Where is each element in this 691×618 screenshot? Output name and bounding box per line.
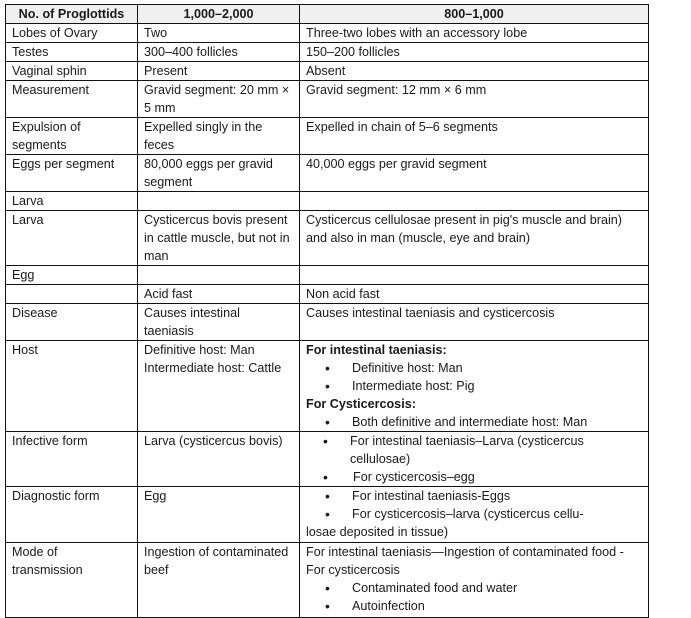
row-label: Disease — [6, 304, 138, 341]
bullet-item: • For intestinal taeniasis–Larva (cysticercus cellulosae) — [350, 432, 642, 468]
row-label: Lobes of Ovary — [6, 24, 138, 43]
table-row — [6, 285, 649, 304]
row-label: Diagnostic form — [6, 487, 138, 543]
cell: Cysticercus bovis present in cattle muscle, but not in man — [138, 211, 300, 266]
cell: Acid fast — [138, 285, 300, 304]
row-label: Measurement — [6, 81, 138, 118]
section-label: Larva — [6, 192, 138, 211]
table-row — [6, 432, 649, 487]
cell: 300–400 follicles — [138, 43, 300, 62]
cell: 80,000 eggs per gravid segment — [138, 155, 300, 192]
cell: Larva (cysticercus bovis) — [138, 432, 300, 487]
cell: 150–200 follicles — [300, 43, 649, 62]
table-row — [6, 155, 649, 192]
row-label: Expulsion of segments — [6, 118, 138, 155]
cell: Ingestion of contaminated beef — [138, 543, 300, 618]
header-proglottids: No. of Proglottids — [6, 5, 138, 24]
subheading: For intestinal taeniasis: — [306, 343, 447, 357]
cell-line: losae deposited in tissue) — [306, 525, 449, 539]
cell: Gravid segment: 20 mm × 5 mm — [138, 81, 300, 118]
table-row — [6, 62, 649, 81]
section-label: Egg — [6, 266, 138, 285]
table-row — [6, 487, 649, 543]
row-label — [6, 285, 138, 304]
cell-text: For intestinal taeniasis—Ingestion of contaminated food - For cysticercosis — [306, 545, 624, 577]
cell: Expelled in chain of 5–6 segments — [300, 118, 649, 155]
cell: 40,000 eggs per gravid segment — [300, 155, 649, 192]
row-label: Host — [6, 341, 138, 432]
bullet-list — [306, 579, 642, 615]
cell-line: Intermediate host: Cattle — [144, 361, 282, 375]
cell — [300, 432, 649, 487]
cell: Cysticercus cellulosae present in pig's muscle and brain) and also in man (muscle, eye and brain) — [300, 211, 649, 266]
table-row — [6, 304, 649, 341]
bullet-item: • Autoinfection — [352, 597, 642, 615]
row-label: Eggs per segment — [6, 155, 138, 192]
bullet-item: • For cysticercosis–egg — [350, 468, 642, 486]
bullet-list — [306, 432, 642, 486]
table-row — [6, 24, 649, 43]
cell — [300, 341, 649, 432]
subheading: For Cysticercosis: — [306, 397, 416, 411]
table-row — [6, 211, 649, 266]
table-row — [6, 81, 649, 118]
row-label: Testes — [6, 43, 138, 62]
cell: Causes intestinal taeniasis — [138, 304, 300, 341]
section-row-larva — [6, 192, 649, 211]
comparison-table — [5, 4, 649, 618]
row-label: Vaginal sphin — [6, 62, 138, 81]
cell: Two — [138, 24, 300, 43]
table-row — [6, 543, 649, 618]
header-taenia-solium-count: 800–1,000 — [300, 5, 649, 24]
cell — [300, 192, 649, 211]
cell — [138, 266, 300, 285]
row-label: Infective form — [6, 432, 138, 487]
cell: Three-two lobes with an accessory lobe — [300, 24, 649, 43]
cell-line: Definitive host: Man — [144, 343, 255, 357]
cell: Absent — [300, 62, 649, 81]
cell: Gravid segment: 12 mm × 6 mm — [300, 81, 649, 118]
row-label: Larva — [6, 211, 138, 266]
cell: Causes intestinal taeniasis and cysticercosis — [300, 304, 649, 341]
cell: Expelled singly in the feces — [138, 118, 300, 155]
cell — [138, 341, 300, 432]
bullet-item: • Contaminated food and water — [352, 579, 642, 597]
row-label: Mode of transmission — [6, 543, 138, 618]
cell — [138, 192, 300, 211]
cell — [300, 266, 649, 285]
bullet-list — [306, 359, 642, 395]
bullet-list — [306, 487, 642, 523]
header-row — [6, 5, 649, 24]
bullet-item: • Both definitive and intermediate host: Man — [352, 413, 642, 431]
bullet-item: • Intermediate host: Pig — [352, 377, 642, 395]
cell — [300, 543, 649, 618]
bullet-item: • Definitive host: Man — [352, 359, 642, 377]
cell — [300, 487, 649, 543]
cell: Non acid fast — [300, 285, 649, 304]
cell: Present — [138, 62, 300, 81]
table-row — [6, 341, 649, 432]
table-row — [6, 43, 649, 62]
bullet-list — [306, 413, 642, 431]
table-row — [6, 118, 649, 155]
bullet-item: • For cysticercosis–larva (cysticercus cellu- — [352, 505, 642, 523]
section-row-egg — [6, 266, 649, 285]
header-taenia-saginata-count: 1,000–2,000 — [138, 5, 300, 24]
bullet-item: • For intestinal taeniasis-Eggs — [352, 487, 642, 505]
cell: Egg — [138, 487, 300, 543]
